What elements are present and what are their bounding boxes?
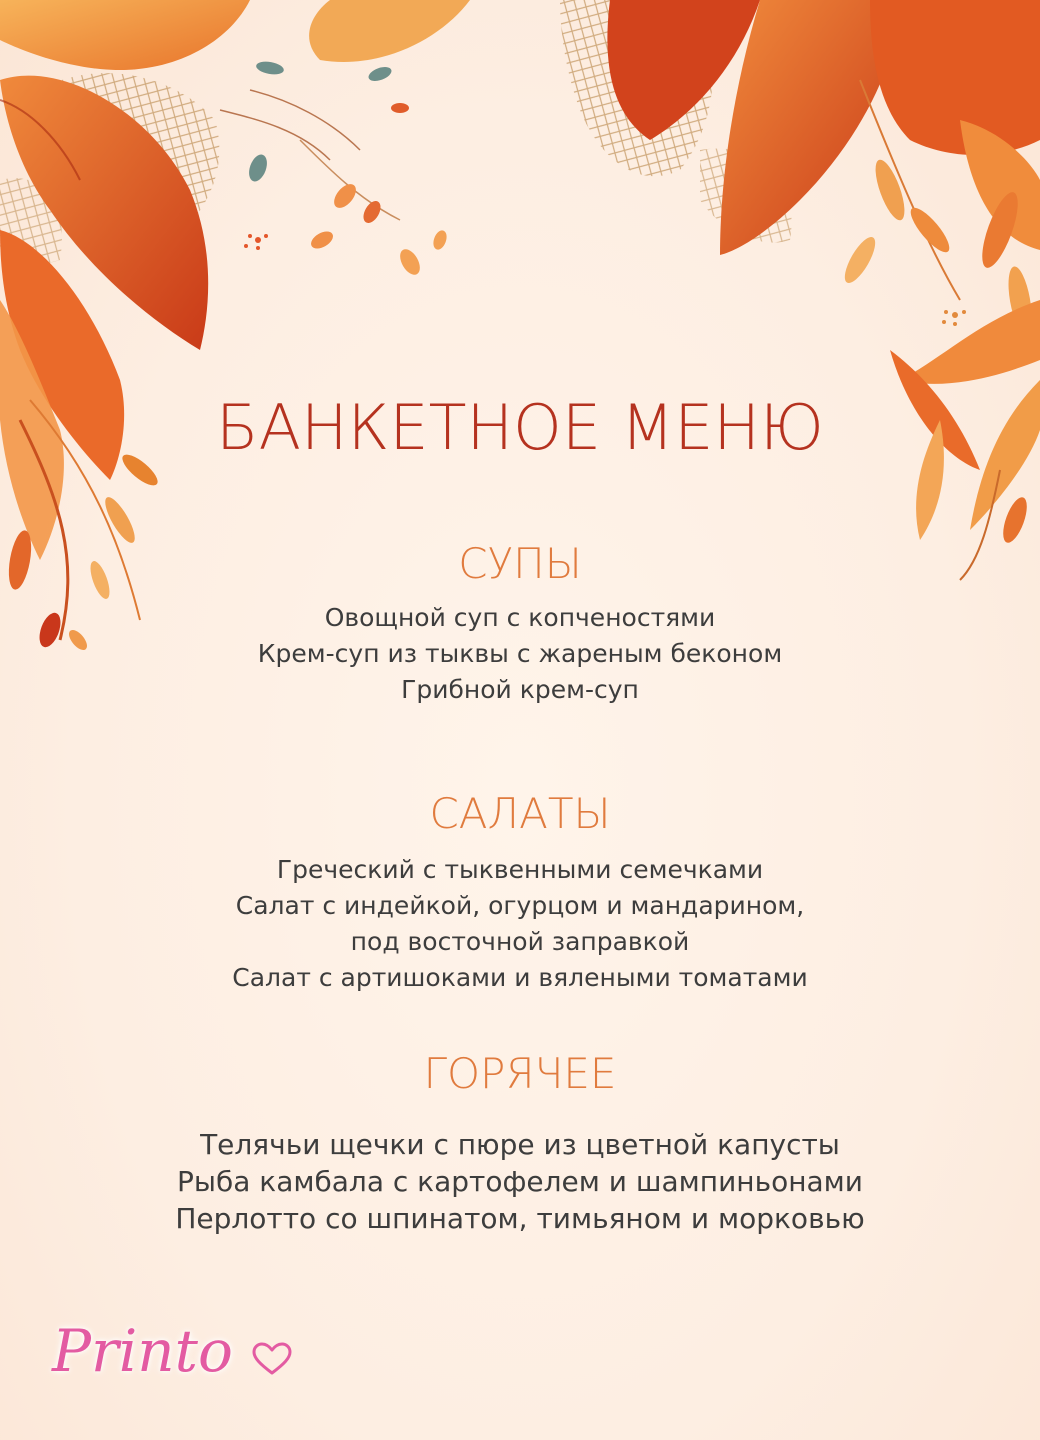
menu-item: Рыба камбала с картофелем и шампиньонами [176, 1165, 863, 1198]
hot-list [0, 1126, 1040, 1237]
menu-item: Грибной крем-суп [401, 675, 639, 704]
menu-item: под восточной заправкой [350, 927, 690, 956]
menu-item: Овощной суп с копченостями [324, 603, 716, 632]
menu-item: Салат с артишоками и вялеными томатами [232, 963, 808, 992]
menu-item: Крем-суп из тыквы с жареным беконом [257, 639, 783, 668]
heart-icon [252, 1342, 292, 1376]
soups-list [0, 600, 1040, 708]
menu-item: Телячьи щечки с пюре из цветной капусты [200, 1128, 840, 1161]
section-heading-hot: ГОРЯЧЕЕ [423, 1049, 617, 1098]
menu-item: Греческий с тыквенными семечками [276, 855, 764, 884]
section-hot [0, 1046, 1040, 1237]
menu-item: Салат с индейкой, огурцом и мандарином, [235, 891, 805, 920]
printo-logo: Printo [52, 1317, 233, 1385]
section-soups [0, 536, 1040, 708]
top-right-leaves [560, 0, 1040, 580]
menu-title: БАНКЕТНОЕ МЕНЮ [216, 391, 824, 464]
menu-item: Перлотто со шпинатом, тимьяном и морковью [175, 1202, 865, 1235]
mesh-shape [40, 73, 219, 252]
section-heading-soups: СУПЫ [458, 539, 582, 588]
section-salads [0, 786, 1040, 996]
section-heading-salads: САЛАТЫ [429, 789, 611, 838]
salads-list [0, 852, 1040, 996]
